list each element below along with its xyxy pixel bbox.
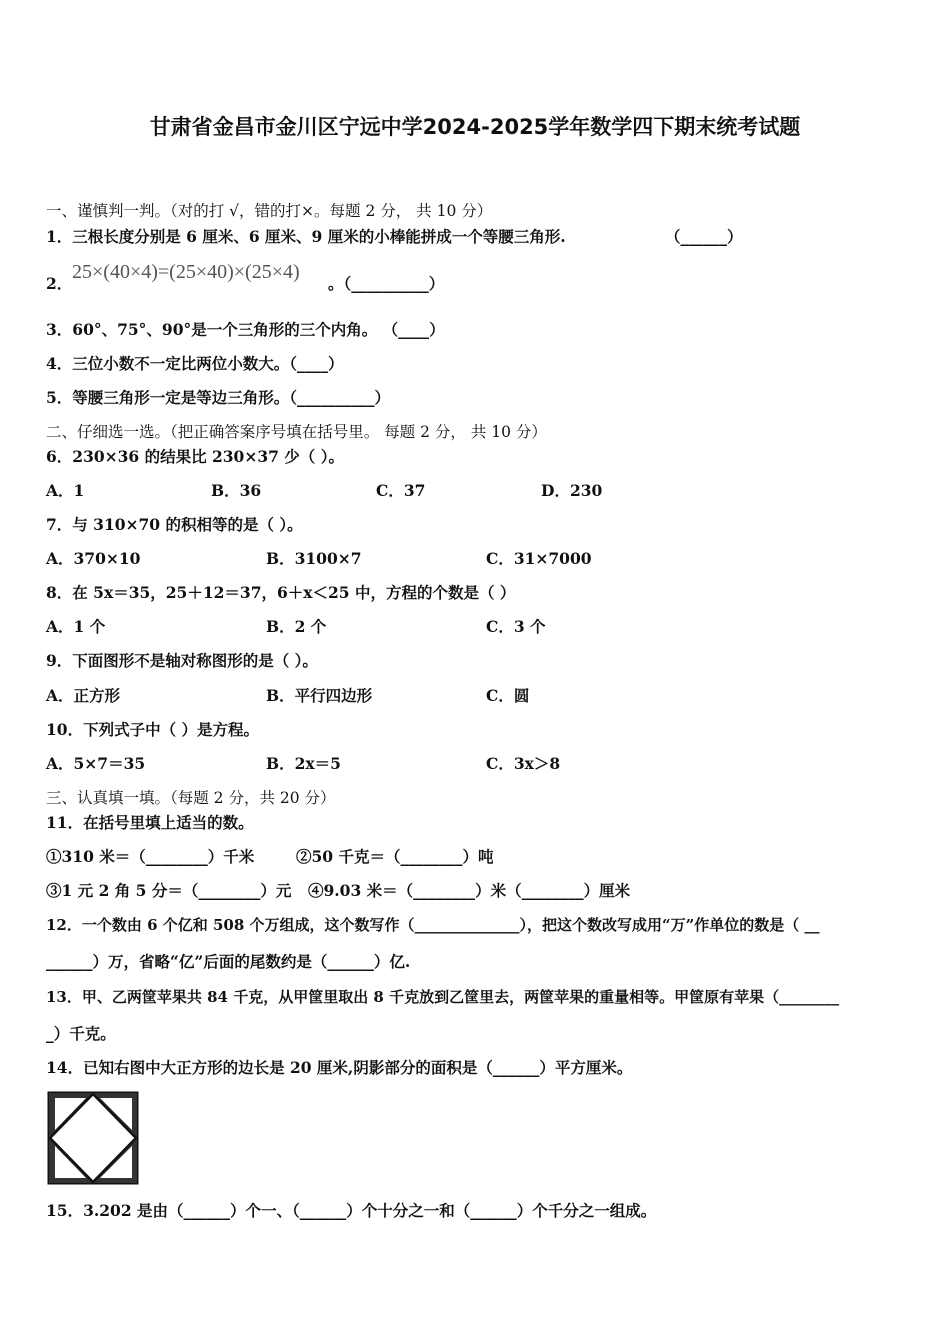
question-3: 3．60°、75°、90°是一个三角形的三个内角。 （____） — [46, 320, 445, 339]
question-12-line-1: 12．一个数由 6 个亿和 508 个万组成，这个数写作（______________），把这个数改写成用“万”作单位的数是（ __ — [46, 916, 820, 934]
question-6-option-b: B．36 — [211, 481, 262, 500]
section3-heading: 三、认真填一填。（每题 2 分，共 20 分） — [46, 789, 336, 807]
question-11-part-c: ③1 元 2 角 5 分＝（________）元 — [46, 881, 292, 900]
question-11-part-b: ②50 千克＝（________）吨 — [296, 847, 494, 866]
page-title: 甘肃省金昌市金川区宁远中学2024-2025学年数学四下期末统考试题 — [149, 115, 801, 139]
question-10-option-c: C．3x＞8 — [486, 754, 561, 773]
question-11-part-d: ④9.03 米＝（________）米（________）厘米 — [308, 881, 631, 900]
question-11: 11．在括号里填上适当的数。 — [46, 813, 254, 832]
question-2-number: 2． — [46, 274, 73, 293]
question-11-part-a: ①310 米＝（________）千米 — [46, 847, 255, 866]
question-8: 8．在 5x＝35，25＋12＝37，6＋x＜25 中，方程的个数是（ ） — [46, 583, 516, 602]
question-10: 10．下列式子中（ ）是方程。 — [46, 720, 259, 739]
question-10-option-b: B．2x＝5 — [266, 754, 341, 773]
section2-heading: 二、仔细选一选。（把正确答案序号填在括号里。 每题 2 分， 共 10 分） — [46, 423, 547, 441]
question-8-option-c: C．3 个 — [486, 617, 546, 636]
question-2-formula: 25×(40×4)=(25×40)×(25×4) — [72, 261, 300, 283]
question-4: 4．三位小数不一定比两位小数大。（____） — [46, 354, 344, 373]
question-1-blank: （______） — [665, 227, 743, 246]
question-2-blank: 。（__________） — [328, 274, 445, 293]
question-6-option-d: D．230 — [541, 481, 603, 500]
section1-heading: 一、谨慎判一判。（对的打 √，错的打×。每题 2 分， 共 10 分） — [46, 202, 493, 220]
question-9-option-c: C．圆 — [486, 686, 530, 705]
question-9-option-b: B．平行四边形 — [266, 686, 373, 705]
question-13-line-2: _）千克。 — [46, 1024, 116, 1043]
question-1: 1．三根长度分别是 6 厘米、6 厘米、9 厘米的小棒能拼成一个等腰三角形. — [46, 227, 566, 246]
square-diagram — [46, 1090, 140, 1186]
question-13-line-1: 13．甲、乙两筐苹果共 84 千克，从甲筐里取出 8 千克放到乙筐里去，两筐苹果的重量相等。甲筐原有苹果（________ — [46, 988, 840, 1006]
question-6-option-c: C．37 — [376, 481, 426, 500]
question-14: 14．已知右图中大正方形的边长是 20 厘米,阴影部分的面积是（______）平方厘米。 — [46, 1058, 633, 1077]
question-7: 7．与 310×70 的积相等的是（ ）。 — [46, 515, 303, 534]
question-7-option-a: A．370×10 — [46, 549, 141, 568]
question-6: 6．230×36 的结果比 230×37 少（ ）。 — [46, 447, 344, 466]
question-9-option-a: A．正方形 — [46, 686, 121, 705]
question-7-option-b: B．3100×7 — [266, 549, 362, 568]
question-8-option-b: B．2 个 — [266, 617, 327, 636]
question-5: 5．等腰三角形一定是等边三角形。（__________） — [46, 388, 391, 407]
question-6-option-a: A．1 — [46, 481, 85, 500]
question-15: 15．3.202 是由（______）个一、（______）个十分之一和（______）个千分之一组成。 — [46, 1201, 657, 1220]
question-8-option-a: A．1 个 — [46, 617, 106, 636]
question-10-option-a: A．5×7＝35 — [46, 754, 146, 773]
question-12-line-2: ______）万，省略“亿”后面的尾数约是（______）亿. — [46, 952, 411, 971]
question-7-option-c: C．31×7000 — [486, 549, 592, 568]
question-9: 9．下面图形不是轴对称图形的是（ ）。 — [46, 651, 318, 670]
